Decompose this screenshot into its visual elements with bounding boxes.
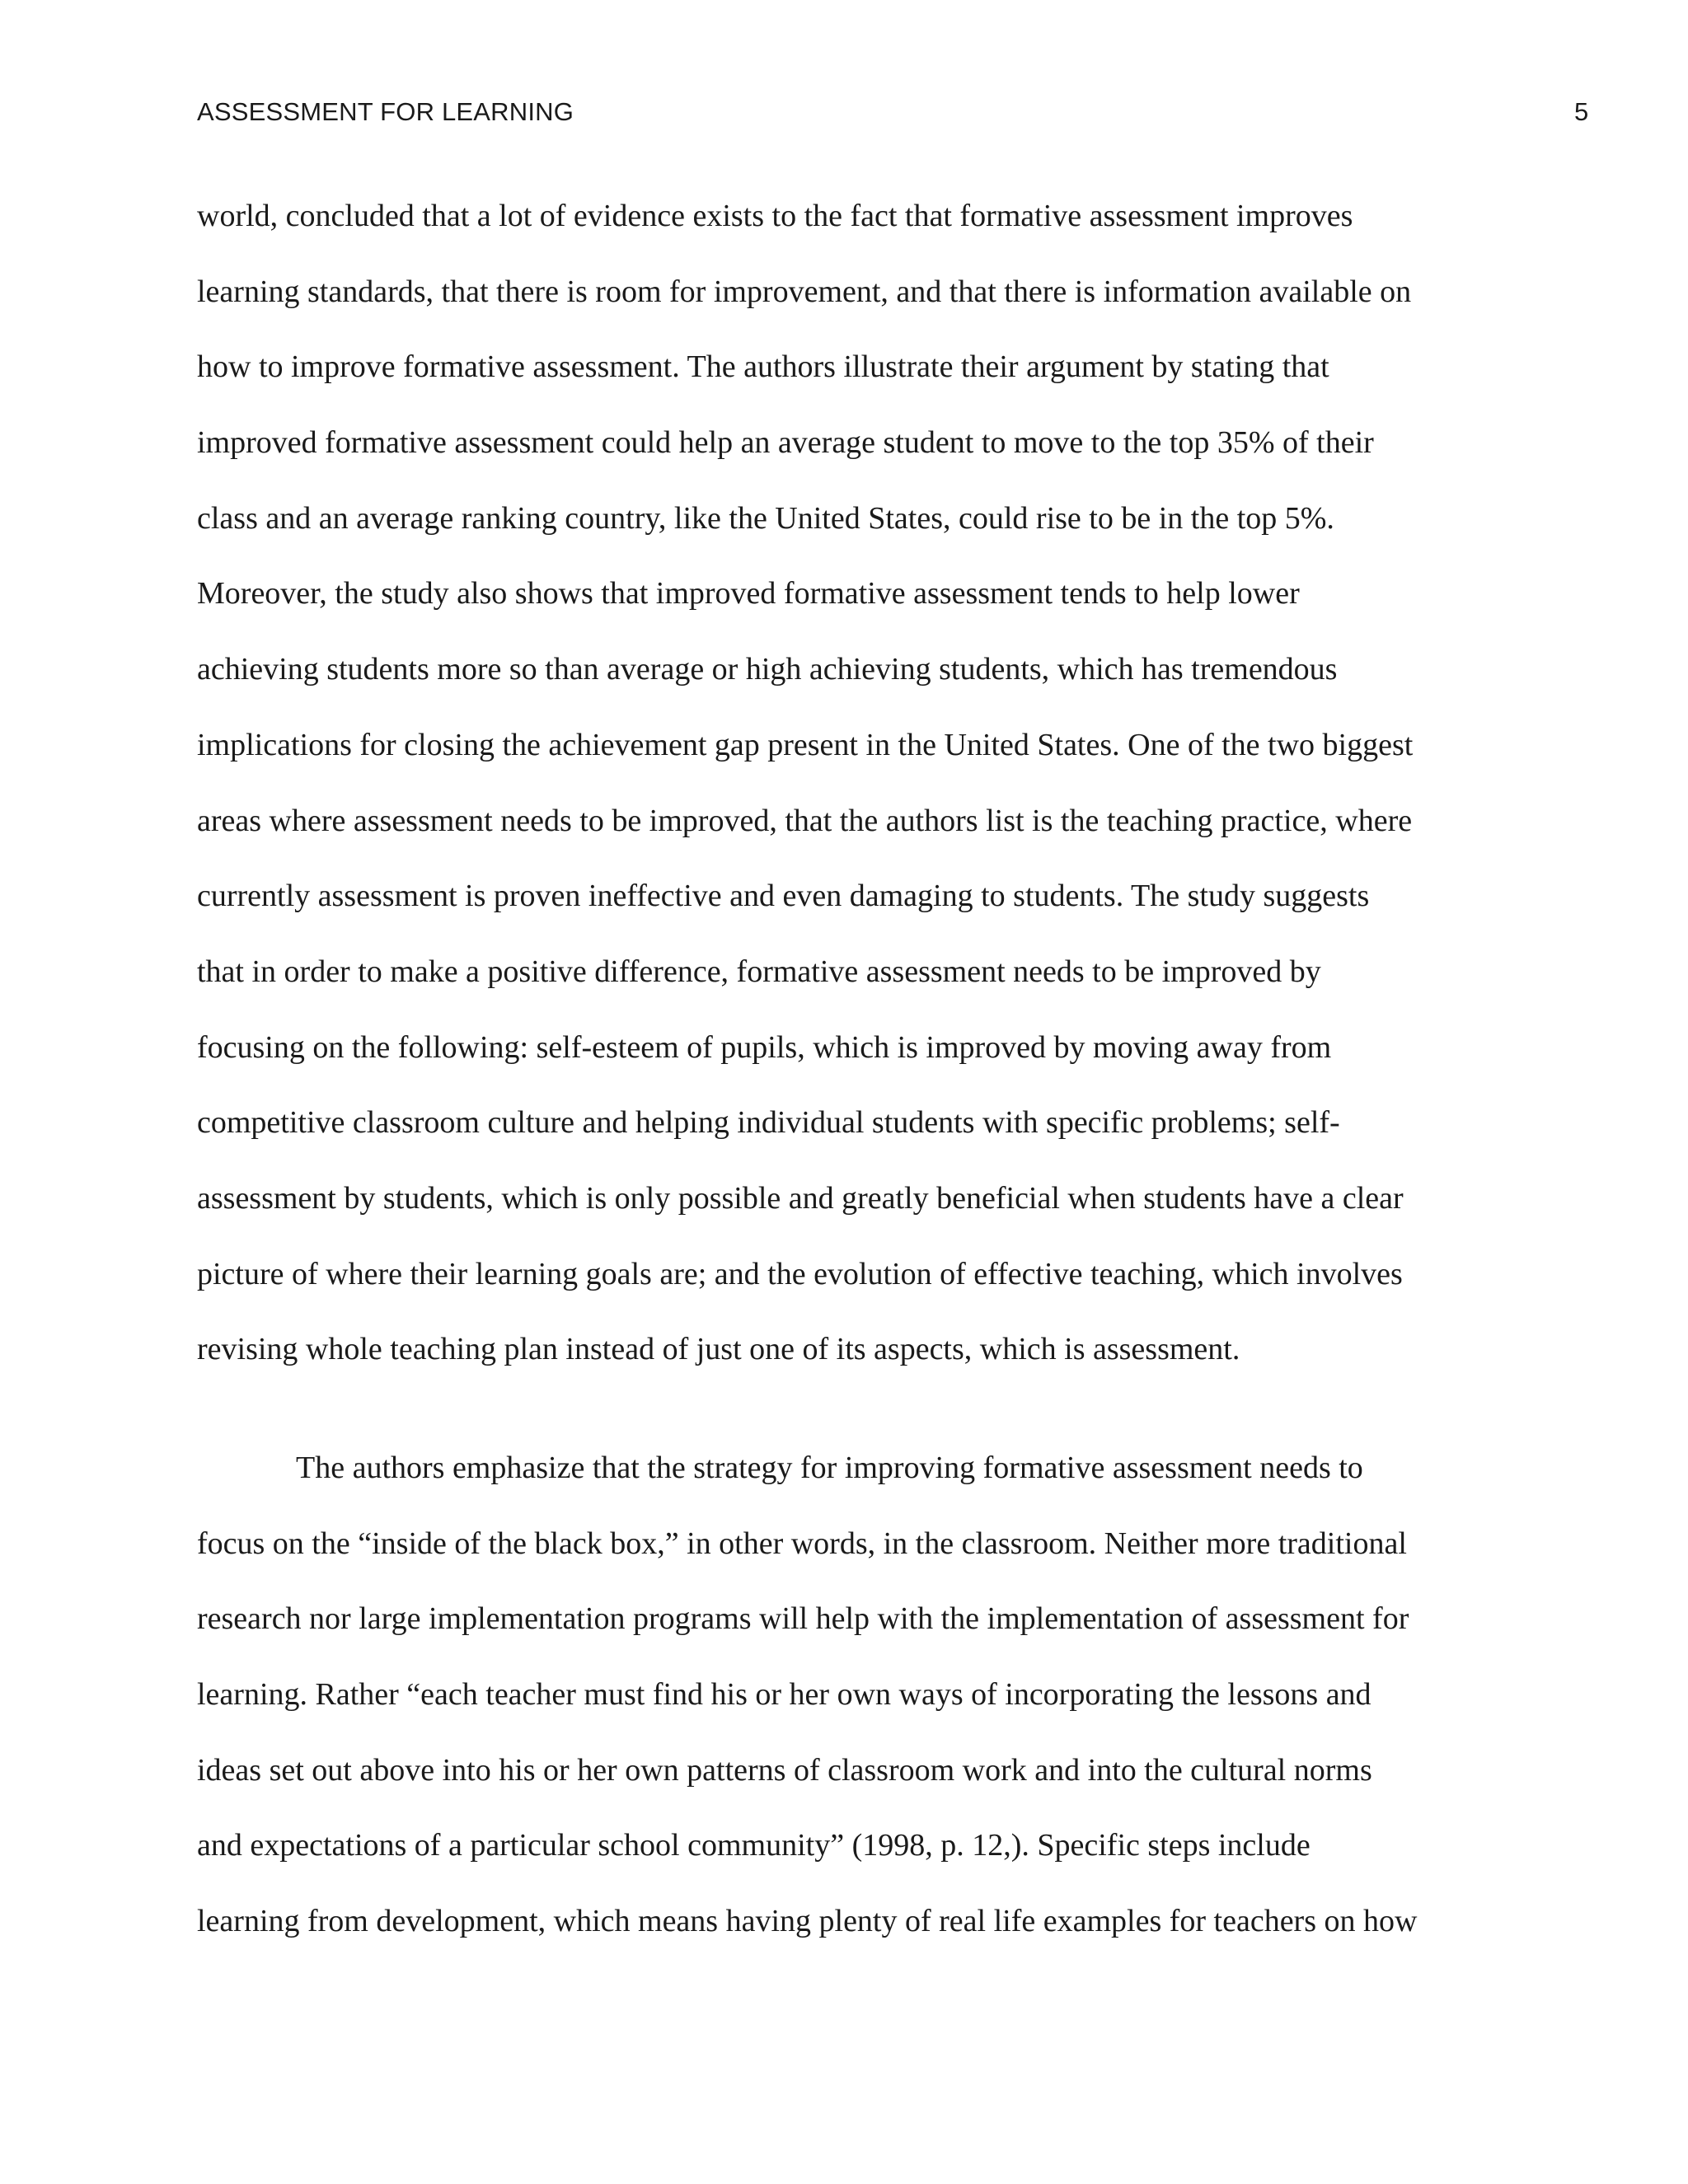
text-line: revising whole teaching plan instead of just one of its aspects, which is assessment. xyxy=(197,1332,1240,1367)
text-line: focusing on the following: self-esteem of pupils, which is improved by moving away from xyxy=(197,1029,1332,1065)
text-line: Moreover, the study also shows that improved formative assessment tends to help lower xyxy=(197,576,1300,612)
text-line: implications for closing the achievement gap present in the United States. One of the two biggest xyxy=(197,727,1414,762)
text-line: and expectations of a particular school community” (1998, p. 12,). Specific steps include xyxy=(197,1828,1311,1863)
text-line: picture of where their learning goals are; and the evolution of effective teaching, which involves xyxy=(197,1256,1403,1291)
text-line: learning standards, that there is room for improvement, and that there is information available on xyxy=(197,274,1412,309)
text-line: competitive classroom culture and helping individual students with specific problems; self- xyxy=(197,1105,1340,1141)
body-text xyxy=(197,191,1483,1972)
text-line: currently assessment is proven ineffective and even damaging to students. The study suggests xyxy=(197,879,1370,914)
text-line: learning from development, which means having plenty of real life examples for teachers on how xyxy=(197,1904,1418,1939)
text-line: assessment by students, which is only possible and greatly beneficial when students have a clear xyxy=(197,1180,1404,1216)
paragraph-1 xyxy=(197,191,1483,1400)
text-line-indented: The authors emphasize that the strategy for improving formative assessment needs to xyxy=(296,1451,1363,1485)
text-line: class and an average ranking country, like the United States, could rise to be in the top 5%. xyxy=(197,500,1334,536)
running-head: ASSESSMENT FOR LEARNING xyxy=(197,97,574,126)
text-line: learning. Rather “each teacher must find his or her own ways of incorporating the lessons and xyxy=(197,1677,1372,1713)
text-line: how to improve formative assessment. The authors illustrate their argument by stating that xyxy=(197,349,1329,385)
paragraph-2 xyxy=(197,1443,1483,1972)
text-line: research nor large implementation programs will help with the implementation of assessment for xyxy=(197,1601,1409,1637)
page-number: 5 xyxy=(1574,97,1589,126)
text-line: world, concluded that a lot of evidence exists to the fact that formative assessment improves xyxy=(197,199,1353,233)
text-line: achieving students more so than average or high achieving students, which has tremendous xyxy=(197,652,1338,687)
text-line: areas where assessment needs to be improved, that the authors list is the teaching practice, where xyxy=(197,803,1413,838)
paragraph-spacing xyxy=(197,1400,1483,1443)
text-line: focus on the “inside of the black box,” in other words, in the classroom. Neither more traditional xyxy=(197,1526,1407,1561)
text-line: improved formative assessment could help an average student to move to the top 35% of their xyxy=(197,425,1374,461)
text-line: ideas set out above into his or her own patterns of classroom work and into the cultural norms xyxy=(197,1752,1372,1788)
text-line: that in order to make a positive difference, formative assessment needs to be improved by xyxy=(197,954,1321,989)
